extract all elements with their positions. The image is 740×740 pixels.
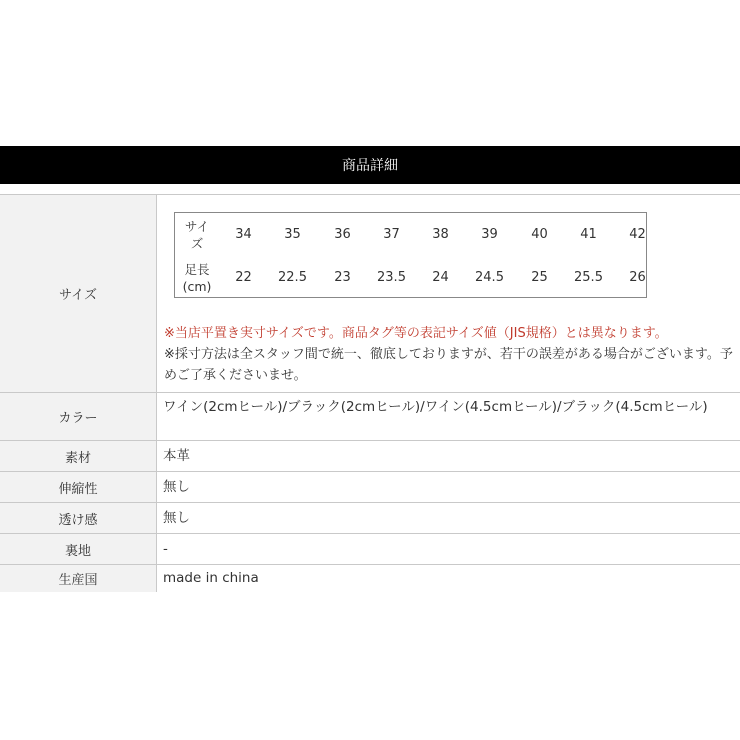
- transparency-label: 透け感: [0, 503, 157, 533]
- size-cell: 38: [432, 226, 449, 242]
- size-chart: [174, 212, 647, 298]
- size-cell: 37: [383, 226, 400, 242]
- spec-row-lining: [0, 534, 740, 565]
- material-label: 素材: [0, 441, 157, 471]
- size-chart-header-foot-length: 足長 (cm): [182, 261, 212, 294]
- foot-length-cell: 24.5: [475, 269, 504, 285]
- color-value: ワイン(2cmヒール)/ブラック(2cmヒール)/ワイン(4.5cmヒール)/ブラック(4.5cmヒール): [163, 399, 708, 415]
- foot-length-cell: 22.5: [278, 269, 307, 285]
- lining-value: -: [163, 541, 168, 557]
- spec-row-origin: [0, 565, 740, 592]
- origin-value: made in china: [163, 570, 259, 586]
- lining-label: 裏地: [0, 534, 157, 564]
- spec-row-color: [0, 393, 740, 441]
- size-note-measurement: ※採寸方法は全スタッフ間で統一、徹底しておりますが、若干の誤差がある場合がございます。予めご了承くださいませ。: [164, 347, 733, 383]
- foot-length-cell: 22: [235, 269, 252, 285]
- size-chart-row-foot-length: [175, 256, 646, 299]
- size-cell: 34: [235, 226, 252, 242]
- material-value: 本革: [163, 448, 190, 464]
- size-chart-row-size: [175, 213, 646, 256]
- spec-row-size: [0, 194, 740, 393]
- origin-label: 生産国: [0, 565, 157, 592]
- size-cell: 39: [481, 226, 498, 242]
- foot-length-cell: 23: [334, 269, 351, 285]
- size-cell: 40: [531, 226, 548, 242]
- size-chart-header-size: サイ ズ: [184, 218, 210, 251]
- size-value: [157, 195, 740, 392]
- size-note-warning: ※当店平置き実寸サイズです。商品タグ等の表記サイズ値（JIS規格）とは異なります。: [164, 326, 668, 341]
- section-title: 商品詳細: [342, 158, 398, 174]
- color-label: カラー: [0, 393, 157, 440]
- spec-row-stretch: [0, 472, 740, 503]
- size-cell: 35: [284, 226, 301, 242]
- foot-length-cell: 23.5: [377, 269, 406, 285]
- size-label: サイズ: [0, 195, 157, 392]
- size-cell: 42: [629, 226, 646, 242]
- foot-length-cell: 25.5: [574, 269, 603, 285]
- stretch-label: 伸縮性: [0, 472, 157, 502]
- size-notes: [164, 323, 739, 386]
- foot-length-cell: 25: [531, 269, 548, 285]
- stretch-value: 無し: [163, 479, 190, 495]
- size-cell: 36: [334, 226, 351, 242]
- section-header: [0, 146, 740, 184]
- spec-row-material: [0, 441, 740, 472]
- foot-length-cell: 24: [432, 269, 449, 285]
- size-cell: 41: [580, 226, 597, 242]
- transparency-value: 無し: [163, 510, 190, 526]
- spec-table: [0, 194, 740, 592]
- foot-length-cell: 26: [629, 269, 646, 285]
- spec-row-transparency: [0, 503, 740, 534]
